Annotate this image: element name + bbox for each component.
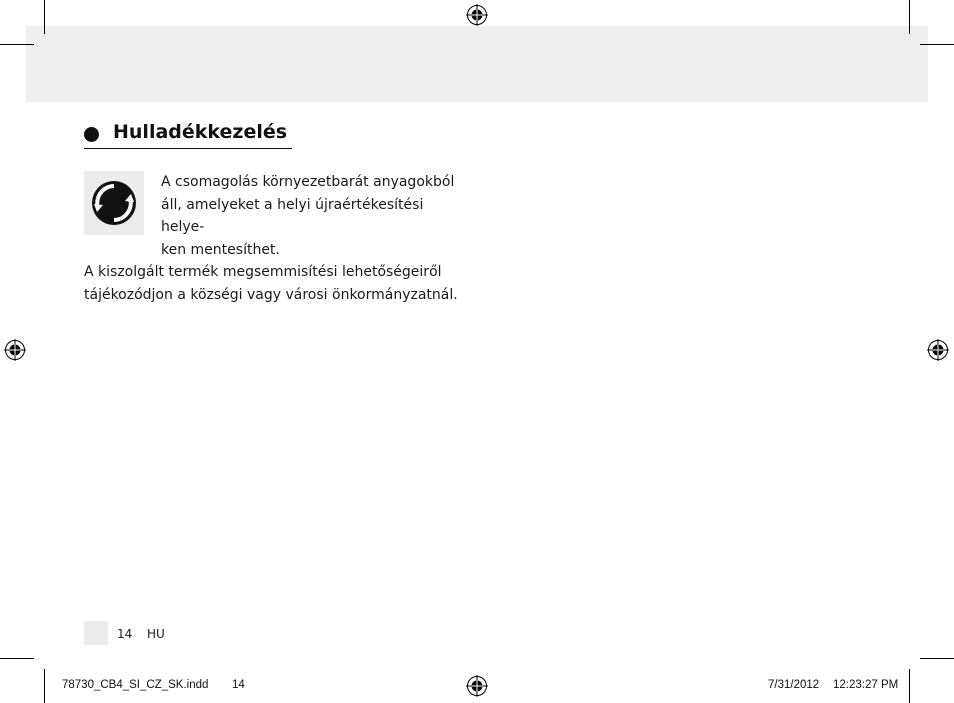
page-number: 14 — [117, 627, 133, 641]
section-heading — [84, 120, 294, 150]
page-language: HU — [147, 627, 165, 641]
crop-mark — [0, 44, 34, 45]
header-band — [26, 26, 928, 102]
slug-time: 12:23:27 PM — [833, 679, 899, 691]
crop-mark — [44, 0, 45, 34]
crop-mark — [920, 658, 954, 659]
text-line: ken mentesíthet. — [161, 241, 280, 258]
title-underline — [84, 148, 292, 149]
crop-mark — [44, 669, 45, 703]
crop-mark — [920, 44, 954, 45]
registration-mark-icon — [4, 339, 26, 361]
page-tab — [84, 621, 108, 645]
registration-mark-icon — [466, 4, 488, 26]
crop-mark — [0, 658, 34, 659]
slug-file-page: 14 — [232, 679, 245, 691]
crop-mark — [909, 669, 910, 703]
recycling-logo-box — [84, 171, 144, 235]
disposal-paragraph — [84, 261, 474, 306]
text-line: A csomagolás környezetbarát anyagokból — [161, 174, 455, 190]
text-line: tájékozódjon a községi vagy városi önkormányzatnál. — [84, 286, 458, 303]
registration-mark-icon — [927, 339, 949, 361]
crop-mark — [909, 0, 910, 34]
text-line: A kiszolgált termék megsemmisítési lehetőségeiről — [84, 264, 442, 280]
green-dot-recycling-icon — [84, 171, 144, 235]
slug-file-name: 78730_CB4_SI_CZ_SK.indd — [62, 679, 209, 691]
registration-mark-icon — [466, 675, 488, 697]
text-line: áll, amelyeket a helyi újraértékesítési helye- — [161, 196, 424, 235]
section-title: Hulladékkezelés — [113, 121, 288, 143]
slug-date: 7/31/2012 — [768, 679, 820, 691]
bullet-icon — [84, 127, 99, 142]
packaging-paragraph — [161, 171, 466, 261]
